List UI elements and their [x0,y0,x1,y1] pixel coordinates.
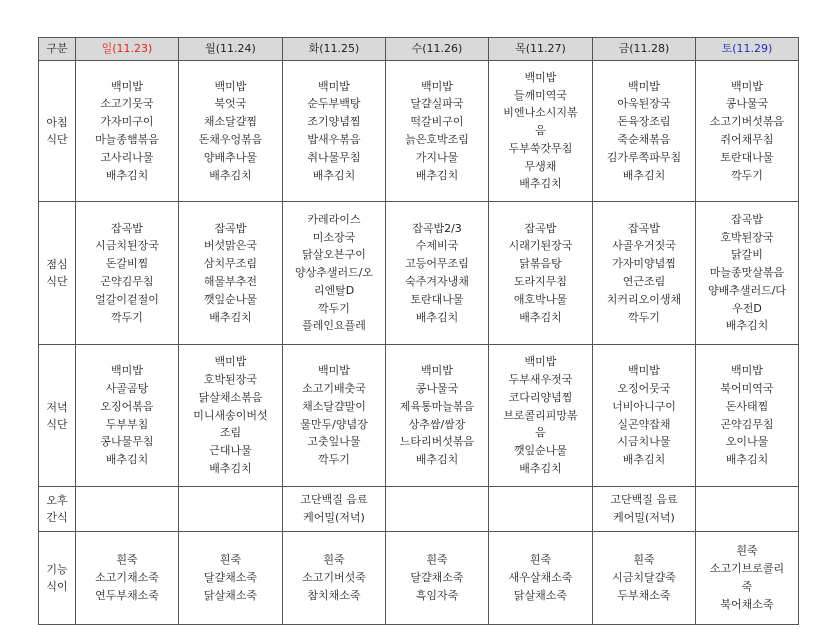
row-label-line: 식단 [46,275,68,288]
menu-item: 백미밥 [731,79,763,93]
menu-item: 새우살채소죽 [508,571,573,585]
menu-cell-breakfast-day3 [386,61,489,202]
menu-item: 제육통마늘볶음 [399,399,475,413]
menu-item: 고춧잎나물 [307,435,361,449]
menu-item: 북엇국 [214,97,247,111]
menu-cell-dinner-day6 [696,345,799,487]
menu-cell-lunch-day2 [283,202,386,345]
menu-item: 깍두기 [318,453,350,467]
menu-item: 마늘종맛살볶음 [709,266,785,280]
menu-cell-breakfast-day6 [696,61,799,202]
menu-item: 배추김치 [415,453,459,467]
menu-item: 두부채소죽 [617,588,671,602]
menu-item: 시금치나물 [617,435,671,449]
menu-item: 고등어무조림 [405,257,469,271]
menu-item: 애호박나물 [513,292,568,306]
menu-item: 달걀실파국 [410,97,464,111]
header-row [39,38,799,61]
menu-item: 백미밥 [524,70,557,84]
row-label-line: 식이 [46,580,68,593]
menu-cell-lunch-day5 [593,202,696,345]
menu-item: 조림 [219,426,242,440]
menu-item: 양상추샐러드/오 [294,266,374,280]
menu-item: 흰죽 [219,553,242,567]
menu-cell-snack-day6 [696,487,799,532]
menu-cell-lunch-day6 [696,202,799,345]
menu-cell-lunch-day3 [386,202,489,345]
row-label-line: 간식 [46,511,68,524]
menu-item: 달걀채소죽 [203,571,258,585]
menu-item: 배추김치 [209,168,252,182]
row-label-line: 아침 [46,116,68,129]
menu-cell-snack-day2 [283,487,386,532]
menu-item: 흰죽 [426,553,448,567]
menu-cell-breakfast-day1 [179,61,283,202]
menu-item: 북어채소죽 [720,597,774,611]
menu-item: 백미밥 [111,364,143,378]
menu-item: 물만두/양념장 [300,417,368,431]
menu-item: 소고기버섯볶음 [709,115,785,129]
menu-item: 음 [535,426,546,440]
menu-cell-snack-day4 [489,487,593,532]
menu-item: 곤약김무침 [720,417,774,431]
menu-cell-dinner-day1 [179,345,283,487]
row-label-line: 오후 [46,494,68,507]
menu-item: 배추김치 [725,453,769,467]
menu-cell-dinner-day3 [386,345,489,487]
menu-item: 가자미양념찜 [612,257,676,271]
menu-item: 소고기배춧국 [302,381,366,395]
menu-item: 배추김치 [312,168,356,182]
menu-item: 떡갈비구이 [410,115,464,129]
menu-cell-care-day1 [179,532,283,625]
menu-item: 배추김치 [622,453,666,467]
menu-item: 시금치된장국 [95,239,159,253]
menu-item: 배추김치 [415,168,459,182]
menu-item: 소고기브로콜리 [709,562,785,576]
menu-cell-snack-day1 [179,487,283,532]
menu-item: 연두부채소죽 [95,588,159,602]
menu-item: 가자미구이 [100,115,154,129]
menu-item: 백미밥 [628,364,660,378]
menu-item: 치커리오이생채 [606,292,682,306]
menu-item: 소고기채소죽 [95,571,159,585]
menu-item: 백미밥 [628,79,660,93]
row-label-lunch [39,202,76,345]
menu-cell-care-day3 [386,532,489,625]
header-label: 구분 [39,38,76,61]
menu-cell-lunch-day1 [179,202,283,345]
day-header-fri: 금(11.28) [593,38,696,61]
row-label-line: 기능 [46,563,68,576]
day-header-thu: 목(11.27) [489,38,593,61]
menu-item: 깻잎순나물 [513,444,568,458]
menu-item: 조기양념찜 [307,115,361,129]
menu-item: 백미밥 [318,364,350,378]
menu-item: 깍두기 [628,310,660,324]
row-label-breakfast [39,61,76,202]
row-label-snack [39,487,76,532]
menu-item: 잡곡밥 [628,221,660,235]
menu-cell-care-day6 [696,532,799,625]
day-header-sat: 토(11.29) [696,38,799,61]
menu-item: 오징어볶음 [100,399,154,413]
menu-item: 호박된장국 [203,373,258,386]
day-header-sun: 일(11.23) [76,38,179,61]
menu-item: 흑임자죽 [415,588,459,602]
menu-cell-care-day0 [76,532,179,625]
menu-item: 도라지무침 [513,275,568,288]
menu-item: 배추김치 [209,310,252,324]
menu-item: 배추김치 [209,461,252,475]
menu-item: 깍두기 [731,168,763,182]
menu-item: 백미밥 [214,79,247,93]
menu-item: 음 [535,124,546,138]
menu-item: 깻잎순나물 [203,292,258,306]
menu-item: 리엔탈D [313,283,355,297]
menu-cell-breakfast-day0 [76,61,179,202]
menu-item: 백미밥 [318,79,350,93]
menu-item: 실곤약잡채 [617,417,671,431]
menu-item: 두부부침 [105,417,149,431]
menu-cell-lunch-day0 [76,202,179,345]
menu-cell-breakfast-day4 [489,61,593,202]
menu-item: 연근조림 [622,275,666,288]
menu-item: 닭살채소볶음 [198,390,263,404]
menu-item: 채소달걀찜 [203,115,258,129]
menu-cell-snack-day5 [593,487,696,532]
menu-item: 달걀채소죽 [410,571,464,585]
menu-item: 우전D [732,301,762,315]
menu-item: 비엔나소시지볶 [503,106,578,120]
menu-item: 깍두기 [111,310,143,324]
menu-item: 흰죽 [116,553,138,567]
menu-item: 미소장국 [312,230,356,244]
menu-item: 느타리버섯볶음 [399,435,475,449]
menu-item: 소고기버섯죽 [302,571,366,585]
menu-item: 해물부추전 [203,275,258,288]
menu-item: 늙은호박조림 [405,133,469,146]
menu-item: 배추김치 [415,310,459,324]
menu-item: 쥐어채무침 [720,133,774,146]
menu-item: 닭살오븐구이 [302,248,366,262]
day-header-mon: 월(11.24) [179,38,283,61]
menu-item: 케어밀(저녁) [303,511,365,524]
menu-item: 배추김치 [519,177,562,191]
menu-item: 흰죽 [633,553,655,567]
menu-item: 배추김치 [725,319,769,333]
menu-cell-breakfast-day5 [593,61,696,202]
menu-item: 잡곡밥 [214,221,247,235]
menu-item: 미니새송이버섯 [193,408,268,422]
menu-item: 백미밥 [524,355,557,369]
meal-row-breakfast [39,61,799,202]
menu-cell-dinner-day2 [283,345,386,487]
meal-row-snack [39,487,799,532]
menu-item: 닭살채소죽 [203,588,258,602]
row-label-line: 저녁 [46,400,68,414]
menu-item: 콩나물무침 [100,435,154,449]
menu-item: 닭살채소죽 [513,588,568,602]
menu-item: 흰죽 [529,553,552,567]
menu-item: 시래기된장국 [508,239,573,253]
day-header-tue: 화(11.25) [283,38,386,61]
menu-item: 고사리나물 [100,150,154,164]
menu-item: 토란대나물 [720,150,774,164]
row-label-line: 점심 [46,258,68,271]
menu-item: 카레라이스 [307,212,361,226]
menu-item: 배추김치 [622,168,666,182]
menu-item: 소고기뭇국 [100,97,154,111]
menu-item: 수제비국 [415,239,459,253]
row-label-line: 식단 [46,417,68,431]
menu-item: 흰죽 [736,544,758,558]
menu-cell-dinner-day4 [489,345,593,487]
menu-item: 잡곡밥 [524,221,557,235]
menu-item: 아욱된장국 [617,97,671,111]
menu-item: 깍두기 [318,301,350,315]
meal-row-care [39,532,799,625]
menu-item: 코다리양념찜 [508,390,573,404]
menu-item: 삼치무조림 [203,257,258,271]
menu-item: 돈사태찜 [725,399,769,413]
menu-item: 버섯맑은국 [203,239,258,253]
menu-item: 고단백질 음료 [300,493,368,507]
menu-item: 돈갈비찜 [105,257,149,271]
meal-row-lunch [39,202,799,345]
menu-item: 들깨미역국 [513,88,568,102]
menu-item: 마늘종햄볶음 [95,133,159,146]
menu-cell-care-day2 [283,532,386,625]
menu-item: 곤약김무침 [100,275,154,288]
menu-item: 닭볶음탕 [519,257,562,271]
menu-item: 근대나물 [209,444,252,458]
menu-item: 잡곡밥 [731,212,763,226]
row-label-care [39,532,76,625]
menu-item: 밥새우볶음 [307,133,361,146]
menu-item: 양배추샐러드/다 [707,283,787,297]
menu-item: 토란대나물 [410,292,464,306]
menu-item: 배추김치 [519,461,562,475]
menu-item: 죽순채볶음 [617,133,671,146]
menu-item: 백미밥 [731,364,763,378]
menu-cell-care-day4 [489,532,593,625]
menu-cell-dinner-day0 [76,345,179,487]
menu-cell-breakfast-day2 [283,61,386,202]
menu-item: 백미밥 [421,364,453,378]
menu-item: 잡곡밥 [111,221,143,235]
menu-item: 숙주겨자냉채 [405,275,469,288]
menu-item: 너비아니구이 [612,399,676,413]
menu-cell-care-day5 [593,532,696,625]
menu-item: 잡곡밥2/3 [412,221,462,235]
menu-item: 브로콜리피망볶 [503,408,578,422]
menu-item: 북어미역국 [720,381,774,395]
menu-item: 사골우거짓국 [612,239,676,253]
menu-item: 얼갈이겉절이 [95,292,159,306]
menu-item: 케어밀(저녁) [613,511,675,524]
menu-item: 상추쌈/쌈장 [408,417,466,431]
menu-item: 두부쑥갓무침 [508,141,573,155]
menu-cell-snack-day0 [76,487,179,532]
menu-cell-lunch-day4 [489,202,593,345]
menu-item: 참치채소죽 [307,588,361,602]
menu-item: 두부새우젓국 [508,373,573,386]
menu-item: 시금치달걀죽 [612,571,676,585]
menu-item: 순두부백탕 [307,97,361,111]
menu-item: 돈육장조림 [617,115,671,129]
menu-item: 돈채우엉볶음 [198,133,263,146]
menu-item: 콩나물국 [725,97,769,111]
menu-item: 죽 [741,580,753,593]
menu-item: 고단백질 음료 [610,493,678,507]
menu-item: 흰죽 [323,553,345,567]
menu-item: 백미밥 [421,79,453,93]
menu-item: 오징어뭇국 [617,381,671,395]
menu-item: 배추김치 [105,453,149,467]
menu-item: 양배추나물 [203,150,258,164]
menu-item: 사골곰탕 [105,381,149,395]
menu-item: 백미밥 [111,79,143,93]
menu-item: 김가루쪽파무침 [606,150,682,164]
menu-item: 가지나물 [415,150,459,164]
menu-item: 채소달걀말이 [302,399,366,413]
menu-item: 호박된장국 [720,230,774,244]
menu-item: 무생채 [524,159,557,173]
menu-item: 배추김치 [105,168,149,182]
menu-cell-dinner-day5 [593,345,696,487]
weekly-meal-table [38,37,799,625]
row-label-line: 식단 [46,133,68,146]
menu-item: 배추김치 [519,310,562,324]
meal-row-dinner [39,345,799,487]
menu-item: 오이나물 [725,435,769,449]
menu-item: 백미밥 [214,355,247,369]
menu-item: 플레인요플레 [302,319,366,333]
row-label-dinner [39,345,76,487]
menu-item: 콩나물국 [415,381,459,395]
menu-item: 취나물무침 [307,150,361,164]
day-header-wed: 수(11.26) [386,38,489,61]
menu-cell-snack-day3 [386,487,489,532]
menu-item: 닭갈비 [731,248,763,262]
